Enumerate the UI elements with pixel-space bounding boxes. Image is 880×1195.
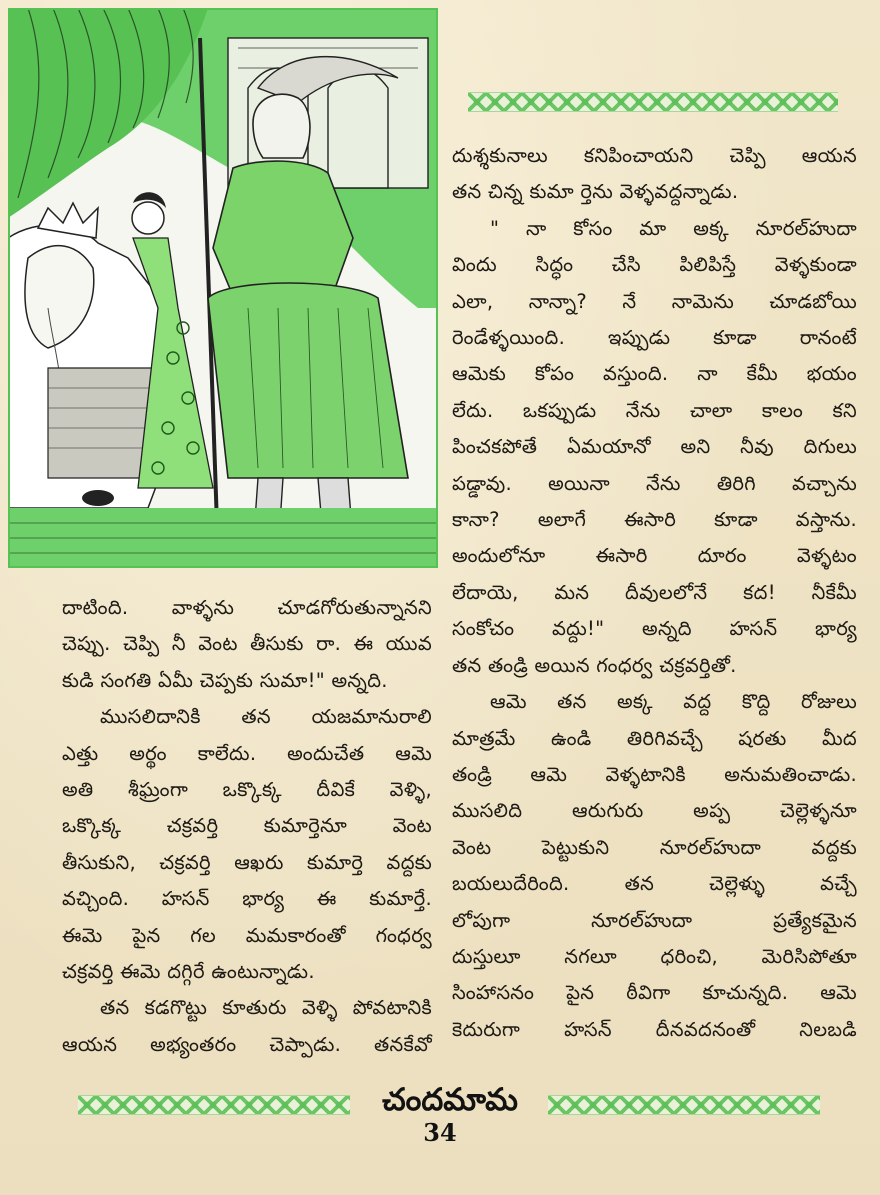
text-line: అతి శీఘ్రంగా ఒక్కొక్క దీవికే వెళ్ళి, [62,778,432,802]
text-line: రెండేళ్ళయింది. ఇప్పుడు కూడా రానంటే [452,326,857,350]
text-line: తన చిన్న కుమా ర్తెను వెళ్ళవద్దన్నాడు. [452,180,739,204]
text-line: చక్రవర్తి ఈమె దగ్గిరే ఉంటున్నాడు. [62,960,315,984]
text-line: " నా కోసం మా అక్క నూరల్‌హుదా [490,216,857,240]
text-line: కానా? అలాగే ఈసారి కూడా వస్తాను. [452,508,857,532]
text-line: ఆయన అభ్యంతరం చెప్పాడు. తనకేవో [62,1032,432,1056]
decorative-band-footer-right [548,1095,820,1115]
text-line: కెదురుగా హసన్ దీనవదనంతో నిలబడి [452,1017,857,1041]
right-text-column [452,138,857,1048]
text-line: తన తండ్రి అయిన గంధర్వ చక్రవర్తితో. [452,653,737,677]
illustration-drawing [8,8,438,568]
text-line: పడ్డావు. అయినా నేను తిరిగి వచ్చాను [452,471,857,495]
text-line: లేదు. ఒకప్పుడు నేను చాలా కాలం కని [452,398,857,422]
text-line: ఆమెకు కోపం వస్తుంది. నా కేమీ భయం [452,362,857,386]
text-line: చెప్పు. చెప్పి నీ వెంట తీసుకు రా. ఈ యువ [62,632,432,656]
text-line: సింహాసనం పైన ఠీవిగా కూచున్నది. ఆమె [452,981,857,1005]
decorative-band-footer-left [78,1095,350,1115]
text-line: దాటింది. వాళ్ళను చూడగోరుతున్నానని [62,596,432,619]
text-line: తీసుకుని, చక్రవర్తి ఆఖరు కుమార్తె వద్దకు [62,850,432,874]
text-line: తండ్రి ఆమె వెళ్ళటానికి అనుమతించాడు. [452,762,857,786]
text-line: ముసలిదానికి తన యజమానురాలి [100,705,432,729]
text-line: ఒక్కొక్క చక్రవర్తి కుమార్తెనూ వెంట [62,814,432,838]
text-line: ఎలా, నాన్నా? నే నామెను చూడబోయి [452,289,857,313]
text-line: ఎత్తు అర్థం కాలేదు. అందుచేత ఆమె [62,741,432,765]
text-line: మాత్రమే ఉండి తిరిగివచ్చే షరతు మీద [452,726,857,750]
text-line: విందు సిద్ధం చేసి పిలిపిస్తే వెళ్ళకుండా [452,253,857,277]
page-number: 34 [423,1118,457,1147]
text-line: అందులోనూ ఈసారి దూరం వెళ్ళటం [452,544,857,568]
text-line: ఆమె తన అక్క వద్ద కొద్ది రోజులు [490,690,857,714]
text-line: కుడి సంగతి ఏమీ చెప్పకు సుమా!" అన్నది. [62,668,388,692]
text-line: దుస్తులూ నగలూ ధరించి, మెరిసిపోతూ [452,944,857,968]
text-line: వచ్చింది. హసన్ భార్య ఈ కుమార్తే. [62,887,432,911]
text-line: ముసలిది ఆరుగురు అప్ప చెల్లెళ్ళనూ [452,799,857,823]
text-line: బయలుదేరింది. తన చెల్లెళ్ళు వచ్చే [452,872,857,896]
text-line: లోపుగా నూరల్‌హుదా ప్రత్యేకమైన [452,908,857,932]
text-line: సంకోచం వద్దు!" అన్నది హసన్ భార్య [452,617,857,641]
magazine-title: చందమామ [382,1082,518,1118]
text-line: ఈమె పైన గల మమకారంతో గంధర్వ [62,923,432,947]
text-line: వెంట పెట్టుకుని నూరల్‌హుదా వద్దకు [452,835,857,859]
text-line: లేదాయె, మన దీవులలోనే కద! నీకేమీ [452,580,857,604]
decorative-band-top [468,92,838,112]
left-text-column [62,590,432,1063]
text-line: తన కడగొట్టు కూతురు వెళ్ళి పోవటానికి [100,996,432,1020]
story-illustration [8,8,438,568]
text-line: దుశ్శకునాలు కనిపించాయని చెప్పి ఆయన [452,144,857,167]
text-line: పించకపోతే ఏమయానో అని నీవు దిగులు [452,435,857,459]
